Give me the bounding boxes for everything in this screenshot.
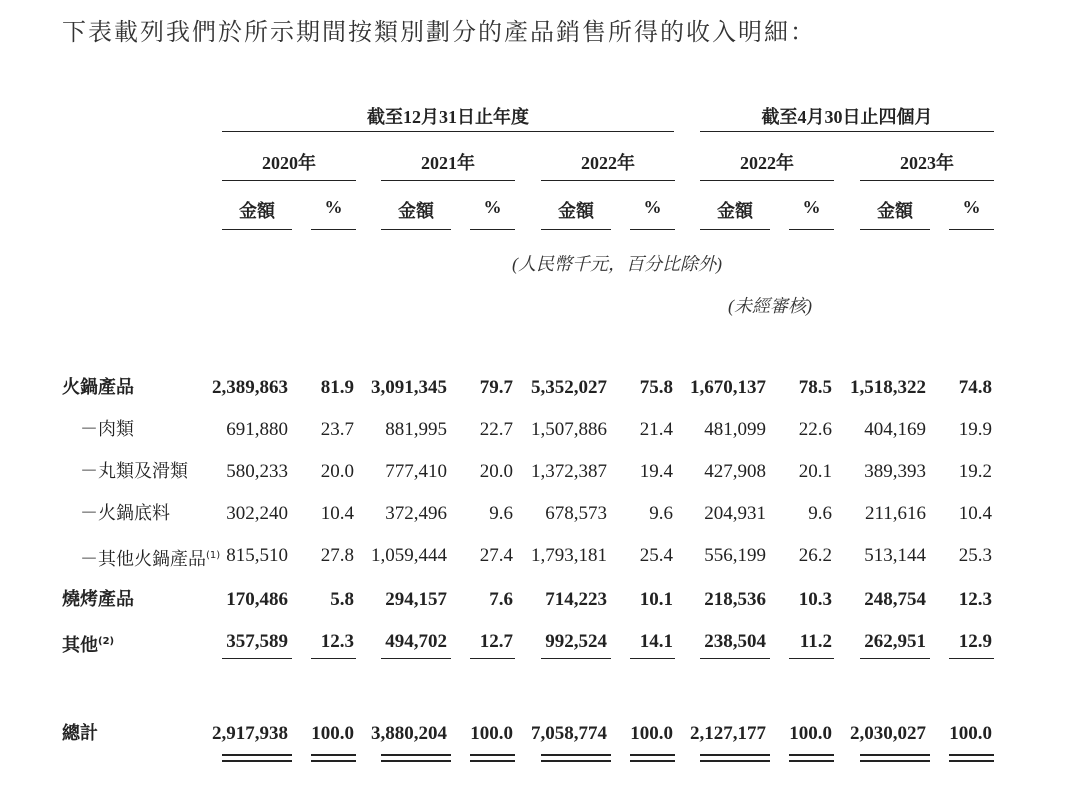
amount-cell: 2,127,177 — [690, 723, 766, 744]
percent-cell: 23.7 — [320, 419, 354, 440]
percent-cell: 100.0 — [949, 723, 992, 744]
amount-cell: 2,389,863 — [212, 377, 288, 398]
total-double-rule — [470, 754, 515, 762]
percent-cell: 10.1 — [639, 589, 673, 610]
amount-cell: 372,496 — [385, 503, 447, 524]
group-header-year-end-rule — [222, 131, 674, 132]
footnote-marker: (1) — [206, 550, 221, 561]
amount-header-rule — [381, 229, 451, 230]
percent-cell: 7.6 — [489, 589, 513, 610]
footnote-marker: (2) — [98, 636, 115, 647]
amount-header-rule — [860, 229, 930, 230]
percent-header: % — [643, 197, 662, 217]
table-row — [0, 455, 1080, 489]
amount-cell: 714,223 — [545, 589, 607, 610]
percent-header-rule — [630, 229, 675, 230]
percent-cell: 12.3 — [320, 631, 354, 652]
percent-cell: 27.8 — [320, 545, 354, 566]
amount-cell: 2,030,027 — [850, 723, 926, 744]
subtotal-rule — [949, 658, 994, 659]
amount-header: 金額 — [398, 201, 434, 221]
amount-cell: 427,908 — [704, 461, 766, 482]
intro-text: 下表載列我們於所示期間按類別劃分的產品銷售所得的收入明細： — [62, 18, 816, 46]
subtotal-rule — [222, 658, 292, 659]
amount-cell: 302,240 — [226, 503, 288, 524]
row-label: 總計 — [62, 723, 98, 744]
percent-cell: 21.4 — [639, 419, 673, 440]
percent-cell: 9.6 — [649, 503, 673, 524]
amount-header: 金額 — [717, 201, 753, 221]
percent-cell: 10.4 — [958, 503, 992, 524]
percent-cell: 19.2 — [958, 461, 992, 482]
amount-cell: 204,931 — [704, 503, 766, 524]
percent-cell: 9.6 — [808, 503, 832, 524]
group-header-four-months: 截至4月30日止四個月 — [761, 107, 933, 127]
amount-header-rule — [222, 229, 292, 230]
table-row — [0, 583, 1080, 617]
percent-header: % — [483, 197, 502, 217]
year-header-rule — [222, 180, 356, 181]
subtotal-rule — [470, 658, 515, 659]
amount-cell: 248,754 — [864, 589, 926, 610]
amount-header: 金額 — [239, 201, 275, 221]
amount-cell: 881,995 — [385, 419, 447, 440]
currency-note: (人民幣千元，百分比除外) — [512, 254, 722, 274]
total-double-rule — [630, 754, 675, 762]
amount-cell: 389,393 — [864, 461, 926, 482]
percent-cell: 100.0 — [630, 723, 673, 744]
amount-cell: 1,793,181 — [531, 545, 607, 566]
percent-cell: 27.4 — [479, 545, 513, 566]
subtotal-rule — [700, 658, 770, 659]
subtotal-rule — [311, 658, 356, 659]
subtotal-rule — [630, 658, 675, 659]
amount-cell: 294,157 — [385, 589, 447, 610]
amount-cell: 815,510 — [226, 545, 288, 566]
table-row — [0, 625, 1080, 659]
amount-cell: 211,616 — [864, 503, 926, 524]
total-double-rule — [222, 754, 292, 762]
year-header: 2021年 — [421, 153, 475, 173]
percent-cell: 22.7 — [479, 419, 513, 440]
percent-cell: 10.3 — [798, 589, 832, 610]
amount-cell: 556,199 — [704, 545, 766, 566]
amount-cell: 1,518,322 — [850, 377, 926, 398]
percent-cell: 12.7 — [479, 631, 513, 652]
year-header: 2023年 — [900, 153, 954, 173]
year-header-rule — [381, 180, 515, 181]
table-row — [0, 717, 1080, 751]
unaudited-note: (未經審核) — [728, 296, 812, 316]
amount-cell: 218,536 — [704, 589, 766, 610]
percent-header: % — [962, 197, 981, 217]
amount-cell: 1,059,444 — [371, 545, 447, 566]
percent-header-rule — [949, 229, 994, 230]
amount-cell: 404,169 — [864, 419, 926, 440]
amount-cell: 1,670,137 — [690, 377, 766, 398]
percent-header: % — [802, 197, 821, 217]
amount-cell: 481,099 — [704, 419, 766, 440]
subtotal-rule — [860, 658, 930, 659]
amount-cell: 777,410 — [385, 461, 447, 482]
table-row — [0, 371, 1080, 405]
percent-cell: 78.5 — [798, 377, 832, 398]
subtotal-rule — [789, 658, 834, 659]
percent-cell: 14.1 — [639, 631, 673, 652]
amount-header-rule — [541, 229, 611, 230]
percent-cell: 25.3 — [958, 545, 992, 566]
amount-cell: 357,589 — [226, 631, 288, 652]
amount-cell: 691,880 — [226, 419, 288, 440]
amount-cell: 170,486 — [226, 589, 288, 610]
percent-cell: 20.0 — [479, 461, 513, 482]
total-double-rule — [541, 754, 611, 762]
amount-cell: 580,233 — [226, 461, 288, 482]
amount-cell: 7,058,774 — [531, 723, 607, 744]
percent-cell: 9.6 — [489, 503, 513, 524]
subtotal-rule — [541, 658, 611, 659]
row-label: 火鍋產品 — [62, 377, 134, 398]
row-label: －其他火鍋產品$^{(1)}$ — [80, 549, 221, 570]
row-label: －丸類及滑類 — [80, 461, 188, 482]
amount-cell: 1,372,387 — [531, 461, 607, 482]
percent-cell: 19.9 — [958, 419, 992, 440]
percent-header: % — [324, 197, 343, 217]
table-row — [0, 539, 1080, 573]
percent-cell: 5.8 — [330, 589, 354, 610]
percent-cell: 26.2 — [798, 545, 832, 566]
year-header-rule — [700, 180, 834, 181]
amount-header: 金額 — [558, 201, 594, 221]
percent-cell: 20.0 — [320, 461, 354, 482]
total-double-rule — [860, 754, 930, 762]
percent-cell: 81.9 — [320, 377, 354, 398]
percent-cell: 20.1 — [798, 461, 832, 482]
percent-cell: 100.0 — [470, 723, 513, 744]
amount-cell: 262,951 — [864, 631, 926, 652]
year-header: 2022年 — [740, 153, 794, 173]
percent-cell: 79.7 — [479, 377, 513, 398]
total-double-rule — [949, 754, 994, 762]
year-header-rule — [541, 180, 675, 181]
percent-cell: 19.4 — [639, 461, 673, 482]
amount-cell: 238,504 — [704, 631, 766, 652]
row-label: －肉類 — [80, 419, 134, 440]
percent-cell: 25.4 — [639, 545, 673, 566]
amount-cell: 513,144 — [864, 545, 926, 566]
group-header-year-end: 截至12月31日止年度 — [367, 107, 529, 127]
amount-header: 金額 — [877, 201, 913, 221]
amount-cell: 5,352,027 — [531, 377, 607, 398]
total-double-rule — [700, 754, 770, 762]
total-double-rule — [789, 754, 834, 762]
subtotal-rule — [381, 658, 451, 659]
row-label: －火鍋底料 — [80, 503, 170, 524]
amount-cell: 1,507,886 — [531, 419, 607, 440]
amount-header-rule — [700, 229, 770, 230]
amount-cell: 2,917,938 — [212, 723, 288, 744]
total-double-rule — [381, 754, 451, 762]
percent-cell: 74.8 — [958, 377, 992, 398]
table-row — [0, 413, 1080, 447]
table-row — [0, 497, 1080, 531]
row-label: 其他$^{(2)}$ — [62, 635, 115, 656]
percent-cell: 12.9 — [958, 631, 992, 652]
percent-header-rule — [311, 229, 356, 230]
amount-cell: 3,091,345 — [371, 377, 447, 398]
row-label: 燒烤產品 — [62, 589, 134, 610]
percent-cell: 12.3 — [958, 589, 992, 610]
year-header: 2022年 — [581, 153, 635, 173]
percent-cell: 100.0 — [789, 723, 832, 744]
amount-cell: 678,573 — [545, 503, 607, 524]
group-header-four-months-rule — [700, 131, 994, 132]
amount-cell: 3,880,204 — [371, 723, 447, 744]
percent-cell: 100.0 — [311, 723, 354, 744]
percent-cell: 11.2 — [799, 631, 832, 652]
year-header: 2020年 — [262, 153, 316, 173]
percent-header-rule — [789, 229, 834, 230]
year-header-rule — [860, 180, 994, 181]
percent-cell: 75.8 — [639, 377, 673, 398]
percent-cell: 10.4 — [320, 503, 354, 524]
amount-cell: 992,524 — [545, 631, 607, 652]
percent-header-rule — [470, 229, 515, 230]
amount-cell: 494,702 — [385, 631, 447, 652]
percent-cell: 22.6 — [798, 419, 832, 440]
total-double-rule — [311, 754, 356, 762]
